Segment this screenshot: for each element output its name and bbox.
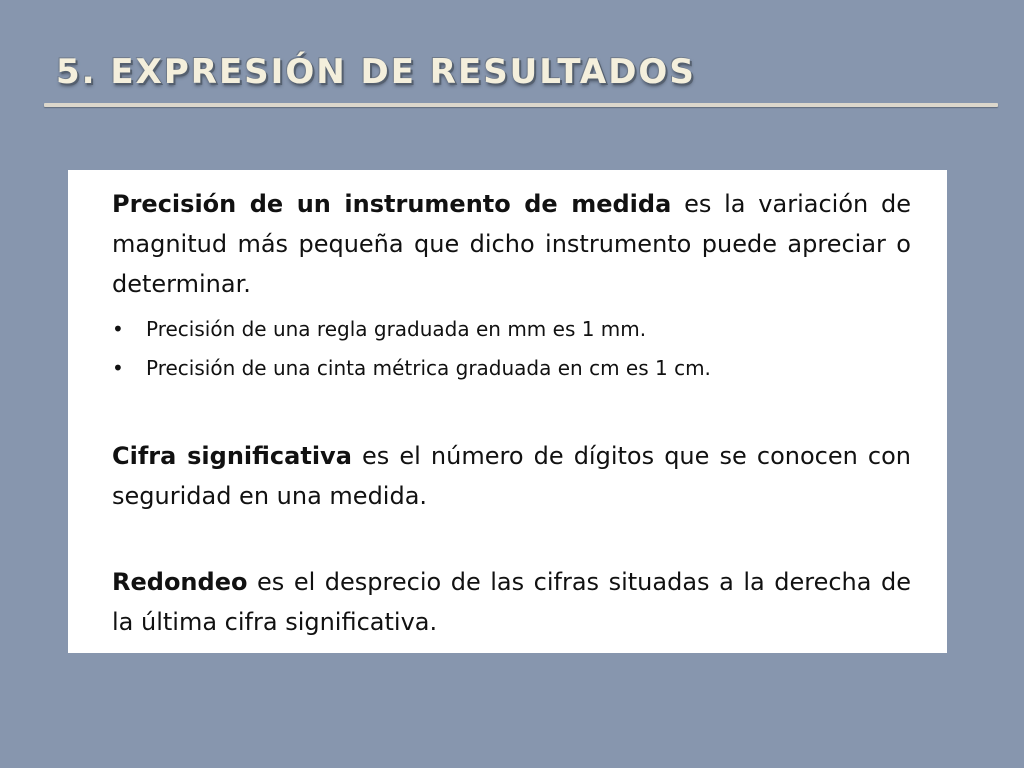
example-list [112,310,911,388]
bullet-icon: • [112,356,124,380]
definition-cifra-significativa [112,436,911,516]
term-redondeo: Redondeo [112,568,248,596]
content-box [68,170,947,653]
slide-title: 5. EXPRESIÓN DE RESULTADOS [56,52,696,92]
list-item-text: Precisión de una regla graduada en mm es 1 mm. [146,317,647,341]
bullet-icon: • [112,317,124,341]
list-item [112,310,911,349]
definition-cifra-text: es el número de dígitos que se conocen con seguridad en una medida. [112,442,912,510]
definition-redondeo [112,562,911,642]
definition-precision [112,184,911,304]
term-cifra-significativa: Cifra significativa [112,442,352,470]
list-item-text: Precisión de una cinta métrica graduada en cm es 1 cm. [146,356,711,380]
definition-precision-text: es la variación de magnitud más pequeña que dicho instrumento puede apreciar o determinar. [112,190,911,298]
title-underline [44,103,998,107]
term-precision: Precisión de un instrumento de medida [112,190,672,218]
list-item [112,349,911,388]
definition-redondeo-text: es el desprecio de las cifras situadas a la derecha de la última cifra significativa. [112,568,911,636]
